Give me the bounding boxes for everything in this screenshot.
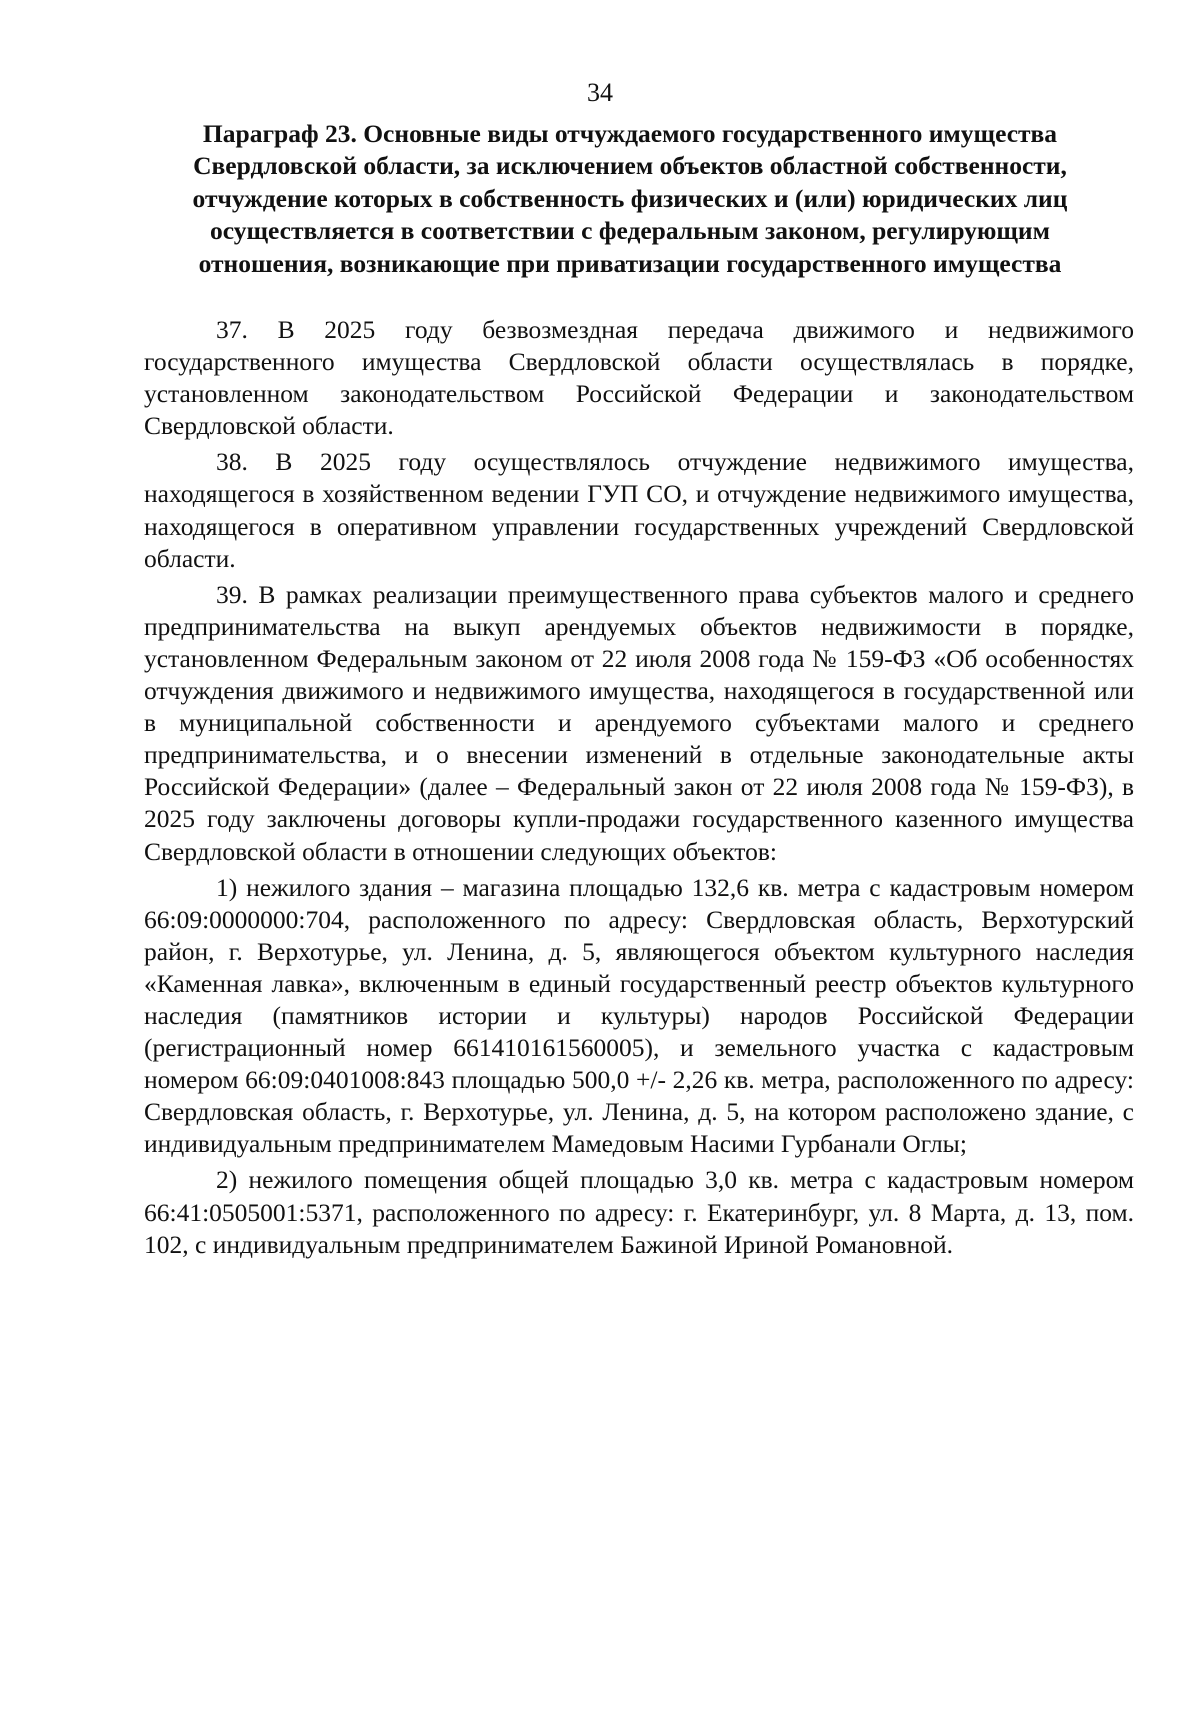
list-item-1: 1) нежилого здания – магазина площадью 132,6 кв. метра с кадастровым номером 66:09:0000000:704, расположенного по адресу: Свердловская область, Верхотурский район, г. Верхотурье, ул. Ленина, д. 5, являющегося объектом культурного наследия «Каменная лавка», включенным в единый государственный реестр объектов культурного наследия (памятников истории и культуры) народов Российской Федерации (регистрационный номер 661410161560005), и земельного участка с кадастровым номером 66:09:0401008:843 площадью 500,0 +/- 2,26 кв. метра, расположенного по адресу: Свердловская область, г. Верхотурье, ул. Ленина, д. 5, на котором расположено здание, с индивидуальным предпринимателем Мамедовым Насими Гурбанали Оглы; xyxy=(144,872,1134,1159)
heading-line: осуществляется в соответствии с федеральным законом, регулирующим xyxy=(210,216,1050,246)
heading-line: отношения, возникающие при приватизации государственного имущества xyxy=(198,248,1062,278)
section-heading xyxy=(140,118,1120,280)
paragraph-39: 39. В рамках реализации преимущественного права субъектов малого и среднего предпринимательства на выкуп арендуемых объектов недвижимости в порядке, установленном Федеральным законом от 22 июля 2008 года № 159-ФЗ «Об особенностях отчуждения движимого и недвижимого имущества, находящегося в государственной или в муниципальной собственности и арендуемого субъектами малого и среднего предпринимательства, и о внесении изменений в отдельные законодательные акты Российской Федерации» (далее – Федеральный закон от 22 июля 2008 года № 159-ФЗ), в 2025 году заключены договоры купли-продажи государственного казенного имущества Свердловской области в отношении следующих объектов: xyxy=(144,579,1134,866)
page-number: 34 xyxy=(587,78,613,107)
body-text xyxy=(144,314,1134,1265)
heading-line: Параграф 23. Основные виды отчуждаемого государственного имущества xyxy=(202,119,1058,148)
heading-line: отчуждение которых в собственность физических и (или) юридических лиц xyxy=(192,183,1068,213)
list-item-2: 2) нежилого помещения общей площадью 3,0 кв. метра с кадастровым номером 66:41:0505001:5371, расположенного по адресу: г. Екатеринбург, ул. 8 Марта, д. 13, пом. 102, с индивидуальным предпринимателем Бажиной Ириной Романовной. xyxy=(144,1165,1134,1259)
paragraph-37: 37. В 2025 году безвозмездная передача движимого и недвижимого государственного имущества Свердловской области осуществлялась в порядке, установленном законодательством Российской Федерации и законодательством Свердловской области. xyxy=(144,315,1134,441)
paragraph-38: 38. В 2025 году осуществлялось отчуждение недвижимого имущества, находящегося в хозяйственном ведении ГУП СО, и отчуждение недвижимого имущества, находящегося в оперативном управлении государственных учреждений Свердловской области. xyxy=(144,447,1134,573)
heading-line: Свердловской области, за исключением объектов областной собственности, xyxy=(193,151,1067,181)
